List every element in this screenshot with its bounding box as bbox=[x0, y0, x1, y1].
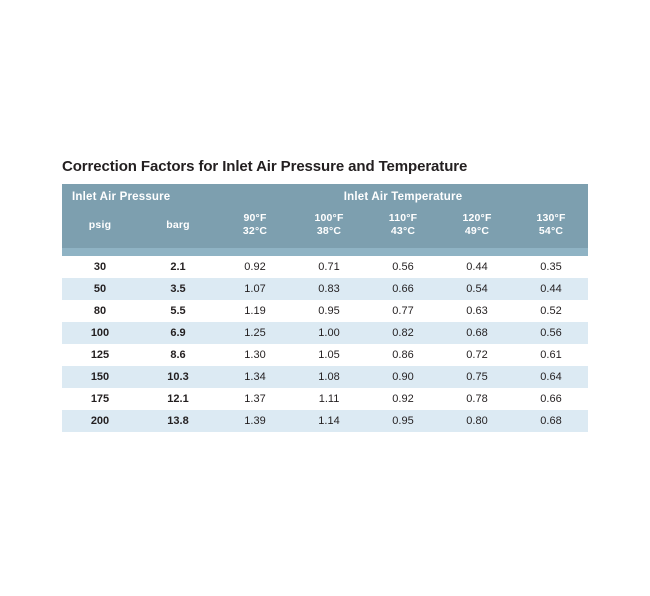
column-header-temp-120f-line1: 120°F bbox=[462, 212, 492, 224]
column-header-temp-100f-line2: 38°C bbox=[316, 225, 342, 238]
group-header-inlet-air-temperature: Inlet Air Temperature bbox=[218, 184, 588, 210]
cell-factor-110f: 0.90 bbox=[366, 366, 440, 388]
table-head bbox=[62, 184, 588, 256]
cell-factor-90f: 1.19 bbox=[218, 300, 292, 322]
table-group-header-row bbox=[62, 184, 588, 210]
column-header-barg-line1: barg bbox=[166, 218, 190, 231]
cell-factor-110f: 0.56 bbox=[366, 256, 440, 278]
table-row bbox=[62, 278, 588, 300]
column-header-temp-110f bbox=[366, 210, 440, 248]
cell-factor-100f: 1.08 bbox=[292, 366, 366, 388]
cell-factor-130f: 0.68 bbox=[514, 410, 588, 432]
cell-factor-120f: 0.63 bbox=[440, 300, 514, 322]
cell-psig: 50 bbox=[62, 278, 138, 300]
cell-barg: 8.6 bbox=[138, 344, 218, 366]
cell-factor-110f: 0.66 bbox=[366, 278, 440, 300]
cell-factor-120f: 0.44 bbox=[440, 256, 514, 278]
column-header-psig-line1: psig bbox=[88, 218, 112, 231]
cell-factor-130f: 0.61 bbox=[514, 344, 588, 366]
cell-factor-100f: 1.11 bbox=[292, 388, 366, 410]
cell-psig: 30 bbox=[62, 256, 138, 278]
column-header-psig bbox=[62, 210, 138, 248]
cell-factor-90f: 1.34 bbox=[218, 366, 292, 388]
cell-factor-120f: 0.72 bbox=[440, 344, 514, 366]
cell-barg: 10.3 bbox=[138, 366, 218, 388]
table-row bbox=[62, 322, 588, 344]
cell-factor-130f: 0.56 bbox=[514, 322, 588, 344]
table-unit-header-row bbox=[62, 210, 588, 248]
cell-factor-120f: 0.80 bbox=[440, 410, 514, 432]
cell-factor-100f: 1.00 bbox=[292, 322, 366, 344]
page-title: Correction Factors for Inlet Air Pressure and Temperature bbox=[62, 158, 468, 175]
cell-barg: 6.9 bbox=[138, 322, 218, 344]
table-row bbox=[62, 344, 588, 366]
cell-factor-110f: 0.82 bbox=[366, 322, 440, 344]
cell-factor-110f: 0.92 bbox=[366, 388, 440, 410]
cell-psig: 80 bbox=[62, 300, 138, 322]
cell-factor-110f: 0.95 bbox=[366, 410, 440, 432]
cell-factor-120f: 0.68 bbox=[440, 322, 514, 344]
correction-factors-table bbox=[62, 184, 588, 432]
column-header-temp-90f bbox=[218, 210, 292, 248]
cell-barg: 12.1 bbox=[138, 388, 218, 410]
cell-factor-120f: 0.54 bbox=[440, 278, 514, 300]
cell-psig: 150 bbox=[62, 366, 138, 388]
header-accent-band-cell bbox=[62, 248, 588, 256]
column-header-temp-120f bbox=[440, 210, 514, 248]
cell-factor-90f: 1.25 bbox=[218, 322, 292, 344]
column-header-temp-100f bbox=[292, 210, 366, 248]
cell-factor-90f: 0.92 bbox=[218, 256, 292, 278]
table-row bbox=[62, 366, 588, 388]
table-row bbox=[62, 300, 588, 322]
cell-factor-100f: 1.05 bbox=[292, 344, 366, 366]
column-header-temp-130f bbox=[514, 210, 588, 248]
cell-factor-100f: 0.83 bbox=[292, 278, 366, 300]
cell-factor-130f: 0.64 bbox=[514, 366, 588, 388]
cell-factor-90f: 1.30 bbox=[218, 344, 292, 366]
table-row bbox=[62, 256, 588, 278]
column-header-temp-110f-line1: 110°F bbox=[388, 212, 418, 224]
cell-factor-90f: 1.37 bbox=[218, 388, 292, 410]
group-header-inlet-air-pressure: Inlet Air Pressure bbox=[62, 184, 218, 210]
cell-factor-110f: 0.77 bbox=[366, 300, 440, 322]
cell-factor-110f: 0.86 bbox=[366, 344, 440, 366]
column-header-barg bbox=[138, 210, 218, 248]
table-row bbox=[62, 410, 588, 432]
column-header-temp-100f-line1: 100°F bbox=[314, 212, 344, 224]
column-header-temp-130f-line1: 130°F bbox=[536, 212, 566, 224]
column-header-temp-110f-line2: 43°C bbox=[390, 225, 416, 238]
cell-barg: 2.1 bbox=[138, 256, 218, 278]
table-row bbox=[62, 388, 588, 410]
cell-barg: 13.8 bbox=[138, 410, 218, 432]
cell-factor-100f: 1.14 bbox=[292, 410, 366, 432]
table-body bbox=[62, 256, 588, 432]
cell-factor-130f: 0.44 bbox=[514, 278, 588, 300]
cell-factor-100f: 0.95 bbox=[292, 300, 366, 322]
cell-psig: 125 bbox=[62, 344, 138, 366]
cell-barg: 5.5 bbox=[138, 300, 218, 322]
cell-psig: 175 bbox=[62, 388, 138, 410]
cell-factor-90f: 1.07 bbox=[218, 278, 292, 300]
cell-factor-100f: 0.71 bbox=[292, 256, 366, 278]
column-header-temp-90f-line1: 90°F bbox=[243, 212, 267, 224]
cell-psig: 100 bbox=[62, 322, 138, 344]
cell-psig: 200 bbox=[62, 410, 138, 432]
cell-factor-130f: 0.66 bbox=[514, 388, 588, 410]
column-header-temp-130f-line2: 54°C bbox=[538, 225, 564, 238]
cell-barg: 3.5 bbox=[138, 278, 218, 300]
cell-factor-90f: 1.39 bbox=[218, 410, 292, 432]
cell-factor-130f: 0.52 bbox=[514, 300, 588, 322]
cell-factor-120f: 0.75 bbox=[440, 366, 514, 388]
cell-factor-130f: 0.35 bbox=[514, 256, 588, 278]
column-header-temp-120f-line2: 49°C bbox=[464, 225, 490, 238]
column-header-temp-90f-line2: 32°C bbox=[242, 225, 268, 238]
header-accent-band bbox=[62, 248, 588, 256]
cell-factor-120f: 0.78 bbox=[440, 388, 514, 410]
